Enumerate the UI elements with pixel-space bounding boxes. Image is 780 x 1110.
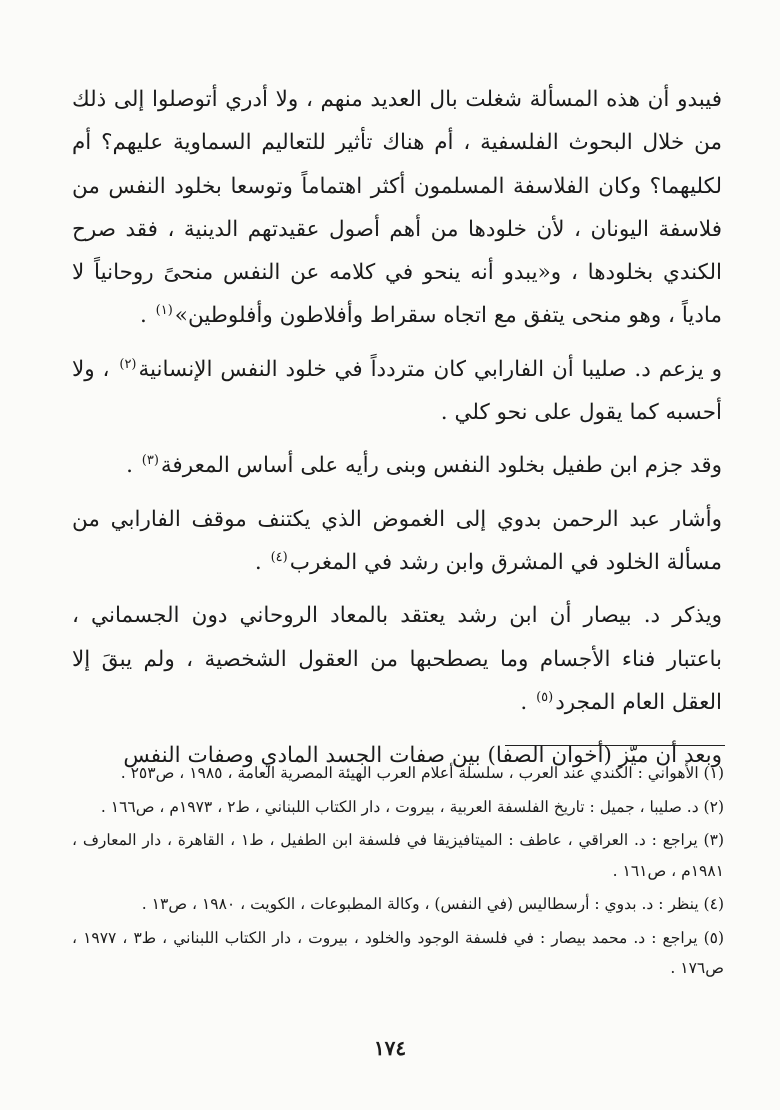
paragraph-5: ويذكر د. بيصار أن ابن رشد يعتقد بالمعاد الروحاني دون الجسماني ، باعتبار فناء الأجسام وما يصطحبها من العقول الشخصية ، ولم يبقَ إلا العقل العام المجرد$^{(٥)}$ . xyxy=(72,603,722,715)
footnote-2: (٢) د. صليبا ، جميل : تاريخ الفلسفة العربية ، بيروت ، دار الكتاب اللبناني ، ط٢ ، ١٩٧٣م ، ص١٦٦ . xyxy=(100,797,724,816)
footnote-4: (٤) ينظر : د. بدوي : أرسطاليس (في النفس) ، وكالة المطبوعات ، الكويت ، ١٩٨٠ ، ص١٣ . xyxy=(141,895,724,913)
footnote-ref-4: (٤) xyxy=(270,549,288,565)
footnote-divider xyxy=(505,745,725,746)
footnote-ref-3: (٣) xyxy=(141,453,159,469)
paragraph-2: و يزعم د. صليبا أن الفارابي كان متردداً في خلود النفس الإنسانية$^{(٢)}$ ، ولا أحسبه كما يقول على نحو كلي . xyxy=(72,356,722,426)
footnote-ref-1: (١) xyxy=(155,303,173,319)
paragraph-4: وأشار عبد الرحمن بدوي إلى الغموض الذي يكتنف موقف الفارابي من مسألة الخلود في المشرق وابن رشد في المغرب$^{(٤)}$ . xyxy=(72,506,722,575)
paragraph-6: وبعد أن ميّز (أخوان الصفا) بين صفات الجسد المادي وصفات النفس xyxy=(123,743,722,769)
footnote-ref-5: (٥) xyxy=(536,689,554,705)
footnote-3: (٣) يراجع : د. العراقي ، عاطف : الميتافيزيقا في فلسفة ابن الطفيل ، ط١ ، القاهرة ، دار المعارف ، ١٩٨١م ، ص١٦١ . xyxy=(72,831,724,880)
paragraph-3: وقد جزم ابن طفيل بخلود النفس وبنى رأيه على أساس المعرفة$^{(٣)}$ . xyxy=(126,453,722,479)
paragraph-1: فيبدو أن هذه المسألة شغلت بال العديد منهم ، ولا أدري أتوصلوا إلى ذلك من خلال البحوث الفلسفية ، أم هناك تأثير للتعاليم السماوية عليهم؟ أم لكليهما؟ وكان الفلاسفة المسلمون أكثر اهتماماً وتوسعا بخلود النفس من فلاسفة اليونان ، لأن خلودها من أهم أصول عقيدتهم الدينية ، فقد صرح الكندي بخلودها ، و«يبدو أنه ينحو في كلامه عن النفس منحىً روحانياً لا مادياً ، وهو منحى يتفق مع اتجاه سقراط وأفلاطون وأفلوطين»$^{(١)}$ . xyxy=(72,87,722,329)
footnotes xyxy=(72,758,724,987)
page-number: ١٧٤ xyxy=(373,1036,407,1060)
footnote-1: (١) الأهواني : الكندي عند العرب ، سلسلة أعلام العرب الهيئة المصرية العامة ، ١٩٨٥ ، ص٢٥٣ . xyxy=(120,764,724,782)
footnote-ref-2: (٢) xyxy=(119,356,137,372)
footnote-5: (٥) يراجع : د. محمد بيصار : في فلسفة الوجود والخلود ، بيروت ، دار الكتاب اللبناني ، ط٣ ، ١٩٧٧ ، ص١٧٦ . xyxy=(72,928,725,977)
main-text xyxy=(72,78,722,777)
